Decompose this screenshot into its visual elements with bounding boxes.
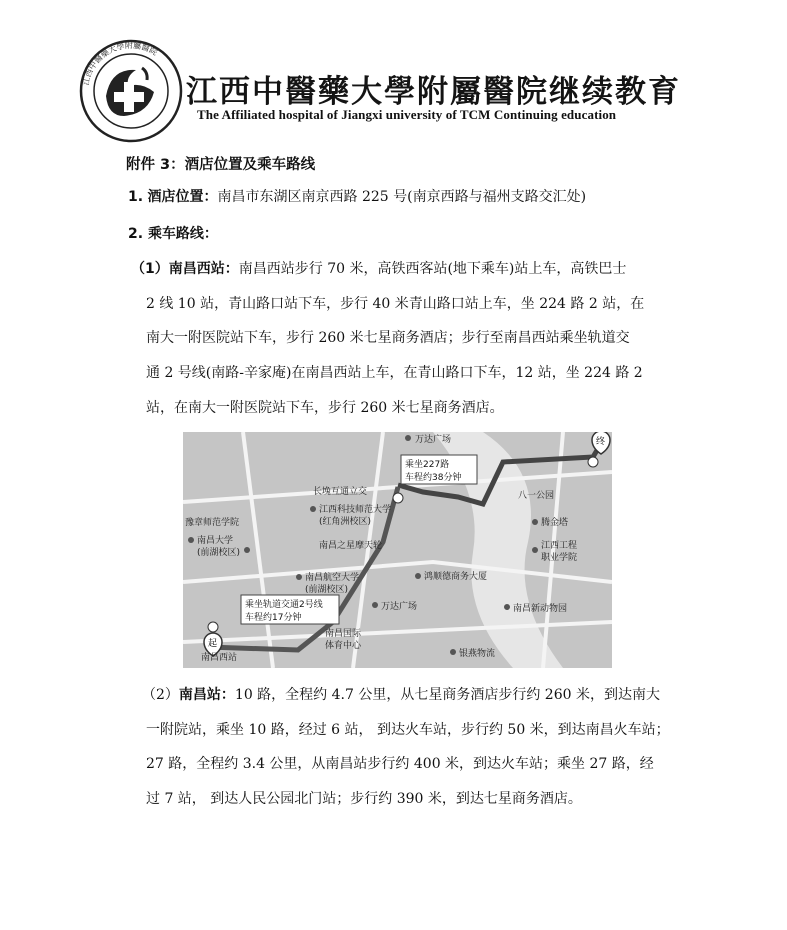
section2-line-0 — [142, 684, 660, 704]
poi-dot-icon — [532, 519, 538, 525]
end-marker-label: 终 — [596, 437, 606, 447]
section2-line-2: 27 路，全程约 3.4 公里，从南昌站步行约 400 米，到达火车站；乘坐 27 路，经 — [146, 756, 654, 772]
bus-callout-line1: 乘坐227路 — [405, 460, 450, 470]
map-label-qianhu: (前湖校区) — [197, 548, 241, 558]
start-marker-label: 起 — [208, 639, 218, 649]
poi-dot-icon — [504, 604, 510, 610]
map-label-changzheng: 长堍互通立交 — [313, 487, 368, 497]
map-label-intl-sport1: 南昌国际 — [325, 629, 362, 639]
map-label-yuzhang: 豫章师范学院 — [185, 518, 240, 528]
metro-station-icon — [208, 622, 218, 632]
section2-station: 南昌站： — [178, 687, 235, 703]
poi-dot-icon — [415, 573, 421, 579]
metro-callout-line2: 车程约17分钟 — [245, 613, 302, 623]
map-label-tengjin: 腾金塔 — [541, 518, 569, 528]
metro-callout-line1: 乘坐轨道交通2号线 — [245, 600, 323, 610]
section2-line-1: 一附院站，乘坐 10 路，经过 6 站， 到达火车站，步行约 50 米，到达南昌火车站； — [146, 722, 670, 738]
header-title-cn: 江西中醫藥大學附屬醫院继续教育 — [186, 74, 681, 110]
logo-ring-text: 江西中醫藥大學附屬醫院 — [81, 40, 159, 87]
hospital-logo — [78, 38, 184, 144]
poi-dot-icon — [296, 574, 302, 580]
map-label-bayi: 八一公园 — [518, 491, 555, 501]
map-label-nanchang-univ: 南昌大学 — [197, 536, 234, 546]
poi-dot-icon — [310, 506, 316, 512]
map-label-nanchang-west: 南昌西站 — [201, 653, 238, 663]
section1-index: （1） — [131, 261, 169, 277]
map-label-museum: 南昌新动物园 — [513, 604, 568, 614]
hotel-address: 南昌市东湖区南京西路 225 号(南京西路与福州支路交汇处) — [217, 189, 587, 205]
bus-stop-icon — [393, 493, 403, 503]
route-label: 乘车路线： — [147, 226, 218, 242]
map-label-hangkong-campus: (前湖校区) — [305, 585, 349, 595]
poi-dot-icon — [532, 547, 538, 553]
poi-dot-icon — [244, 547, 250, 553]
section1-line-2: 南大一附医院站下车，步行 260 米七星商务酒店；步行至南昌西站乘坐轨道交 — [146, 330, 630, 346]
poi-dot-icon — [405, 435, 411, 441]
map-label-jxgc1: 江西工程 — [541, 541, 578, 551]
map-label-wanda-mid: 万达广场 — [381, 602, 418, 612]
section1-line-3: 通 2 号线(南路-辛家庵)在南昌西站上车，在青山路口下车，12 站，坐 224 路 2 — [146, 365, 643, 381]
route-heading — [128, 223, 218, 243]
map-label-honghu: 鸿顺德商务大厦 — [424, 572, 488, 582]
map-label-honggu-campus: (红角洲校区) — [319, 517, 372, 527]
route-map — [183, 432, 612, 668]
poi-dot-icon — [450, 649, 456, 655]
section1-line-0 — [131, 258, 626, 278]
map-label-hangkong: 南昌航空大学 — [305, 573, 360, 583]
map-label-wanda-top: 万达广场 — [415, 435, 452, 445]
map-label-intl-sport2: 体育中心 — [325, 641, 362, 651]
map-label-tianlun: 南昌之星摩天轮 — [319, 541, 383, 551]
bus-callout-line2: 车程约38分钟 — [405, 473, 462, 483]
map-label-jxgc2: 职业学院 — [541, 553, 578, 563]
section1-station: 南昌西站： — [168, 261, 239, 277]
hotel-label: 酒店位置： — [147, 189, 218, 205]
hotel-location-line — [128, 186, 586, 206]
section1-line-1: 2 线 10 站，青山路口站下车，步行 40 米青山路口站上车，坐 224 路 2 站，在 — [146, 296, 645, 312]
hotel-number: 1. — [128, 189, 144, 205]
attachment-title: 附件 3：酒店位置及乘车路线 — [126, 157, 316, 173]
section2-index: （2） — [142, 687, 179, 703]
section1-line-4: 站，在南大一附医院站下车，步行 260 米七星商务酒店。 — [146, 400, 504, 416]
map-label-jiangxi-tech: 江西科技师范大学 — [319, 505, 392, 515]
header-title-en: The Affiliated hospital of Jiangxi university of TCM Continuing education — [197, 107, 617, 122]
section2-text-0: 10 路，全程约 4.7 公里，从七星商务酒店步行约 260 米，到达南大 — [234, 687, 660, 703]
poi-dot-icon — [372, 602, 378, 608]
route-number: 2. — [128, 226, 144, 242]
bus-stop-icon — [588, 457, 598, 467]
map-label-yinlu: 银燕物流 — [459, 649, 496, 659]
section1-text-0: 南昌西站步行 70 米，高铁西客站(地下乘车)站上车，高铁巴士 — [238, 261, 627, 277]
section2-line-3: 过 7 站， 到达人民公园北门站；步行约 390 米，到达七星商务酒店。 — [146, 791, 582, 807]
poi-dot-icon — [188, 537, 194, 543]
